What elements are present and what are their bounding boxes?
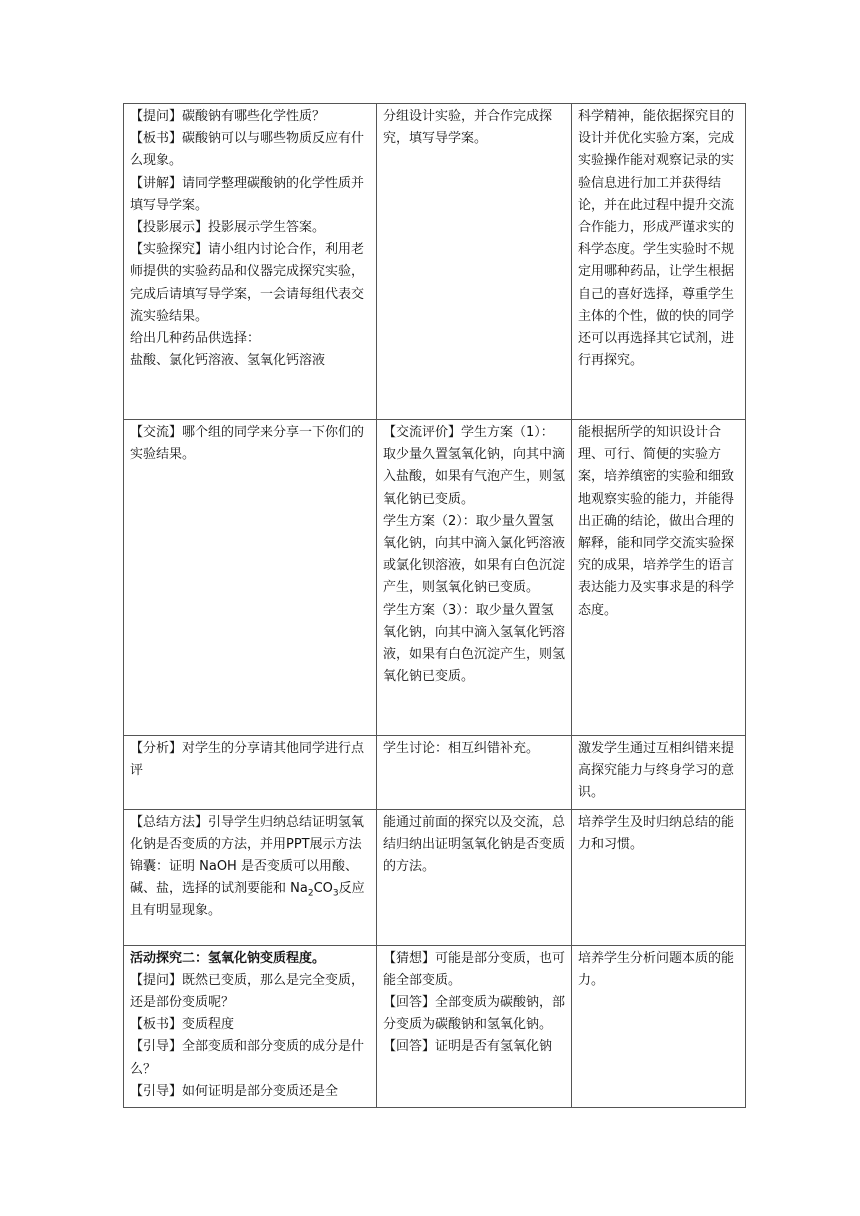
text-line: 【回答】证明是否有氢氧化钠 bbox=[383, 1039, 553, 1055]
lesson-plan-table bbox=[123, 103, 746, 1108]
text-fragment: 反应且有明显现象。 bbox=[130, 881, 365, 919]
text-line: 【实验探究】请小组内讨论合作，利用老师提供的实验药品和仪器完成探究实验，完成后请填写导学案，一会请每组代表交流实验结果。 bbox=[130, 242, 365, 324]
design-intent-cell bbox=[572, 420, 746, 736]
text-line: 能根据所学的知识设计合理、可行、简便的实验方案，培养缜密的实验和细致地观察实验的能力，并能得出正确的结论，做出合理的解释，能和同学交流实验探究的成果，培养学生的语言表达能力及实事求是的科学态度。 bbox=[578, 425, 735, 618]
text-line: 科学精神，能依据探究目的设计并优化实验方案，完成实验操作能对观察记录的实验信息进行加工并获得结论，并在此过程中提升交流合作能力，形成严谨求实的科学态度。学生实验时不规定用哪种药品，让学生根据自己的喜好选择，尊重学生主体的个性，做的快的同学还可以再选择其它试剂，进行再探究。 bbox=[578, 109, 735, 369]
text-line: 【投影展示】投影展示学生答案。 bbox=[130, 220, 326, 236]
table-row bbox=[124, 945, 746, 1107]
text-line: 分组设计实验，并合作完成探究，填写导学案。 bbox=[383, 109, 553, 147]
student-activity-cell bbox=[377, 945, 572, 1107]
text-line: 培养学生分析问题本质的能力。 bbox=[578, 950, 735, 988]
text-line: 【猜想】可能是部分变质，也可能全部变质。 bbox=[383, 950, 566, 988]
text-line: 学生方案（2）：取少量久置氢氧化钠，向其中滴入氯化钙溶液或氯化钡溶液，如果有白色沉淀产生，则氢氧化钠已变质。 bbox=[383, 513, 566, 596]
design-intent-cell bbox=[572, 809, 746, 945]
text-fragment: 【总结方法】引导学生归纳总结证明氢氧化钠是否变质的方法，并用PPT展示方法锦囊：证明 NaOH 是否变质可以用酸、碱、盐，选择的试剂要能和 Na bbox=[130, 814, 365, 897]
table-row bbox=[124, 809, 746, 945]
table-row bbox=[124, 420, 746, 736]
text-line: 学生讨论：相互纠错补充。 bbox=[383, 741, 540, 756]
subscript: 3 bbox=[332, 888, 339, 899]
teacher-activity-cell bbox=[124, 420, 377, 736]
teacher-activity-cell bbox=[124, 736, 377, 810]
text-line: 【板书】碳酸钠可以与哪些物质反应有什么现象。 bbox=[130, 131, 365, 169]
text-line: 【引导】全部变质和部分变质的成分是什么？ bbox=[130, 1039, 365, 1077]
text-line: 【提问】既然已变质，那么是完全变质，还是部份变质呢？ bbox=[130, 972, 365, 1011]
subscript: 2 bbox=[307, 888, 314, 899]
student-activity-cell bbox=[377, 809, 572, 945]
section-title: 活动探究二：氢氧化钠变质程度。 bbox=[130, 950, 326, 966]
text-line: 【板书】变质程度 bbox=[130, 1017, 235, 1033]
design-intent-cell bbox=[572, 736, 746, 810]
text-line bbox=[130, 812, 370, 923]
text-line: 能通过前面的探究以及交流，总结归纳出证明氢氧化钠是否变质的方法。 bbox=[383, 814, 566, 875]
teacher-activity-cell bbox=[124, 104, 377, 420]
text-line: 【提问】碳酸钠有哪些化学性质？ bbox=[130, 109, 326, 124]
table-row bbox=[124, 104, 746, 420]
text-line: 学生方案（3）：取少量久置氢氧化钠，向其中滴入氢氧化钙溶液，如果有白色沉淀产生，则氢氧化钠已变质。 bbox=[383, 602, 566, 685]
table-row bbox=[124, 736, 746, 810]
text-line: 激发学生通过互相纠错来提高探究能力与终身学习的意识。 bbox=[578, 741, 735, 801]
student-activity-cell bbox=[377, 104, 572, 420]
design-intent-cell bbox=[572, 104, 746, 420]
student-activity-cell bbox=[377, 736, 572, 810]
text-line: 培养学生及时归纳总结的能力和习惯。 bbox=[578, 814, 735, 852]
text-line: 【交流】哪个组的同学来分享一下你们的实验结果。 bbox=[130, 425, 365, 463]
text-line: 给出几种药品供选择： bbox=[130, 331, 261, 347]
text-line: 盐酸、氯化钙溶液、氢氧化钙溶液 bbox=[130, 353, 326, 369]
student-activity-cell bbox=[377, 420, 572, 736]
text-line: 【交流评价】学生方案（1）：取少量久置氢氧化钠，向其中滴入盐酸，如果有气泡产生，则氢氧化钠已变质。 bbox=[383, 425, 566, 507]
text-line: 【回答】全部变质为碳酸钠，部分变质为碳酸钠和氢氧化钠。 bbox=[383, 995, 566, 1033]
text-line: 【讲解】请同学整理碳酸钠的化学性质并填写导学案。 bbox=[130, 175, 365, 213]
teacher-activity-cell bbox=[124, 945, 377, 1107]
design-intent-cell bbox=[572, 945, 746, 1107]
teacher-activity-cell bbox=[124, 809, 377, 945]
text-fragment: CO bbox=[313, 881, 333, 897]
text-line: 【分析】对学生的分享请其他同学进行点评 bbox=[130, 741, 365, 779]
text-line: 【引导】如何证明是部分变质还是全 bbox=[130, 1083, 339, 1099]
